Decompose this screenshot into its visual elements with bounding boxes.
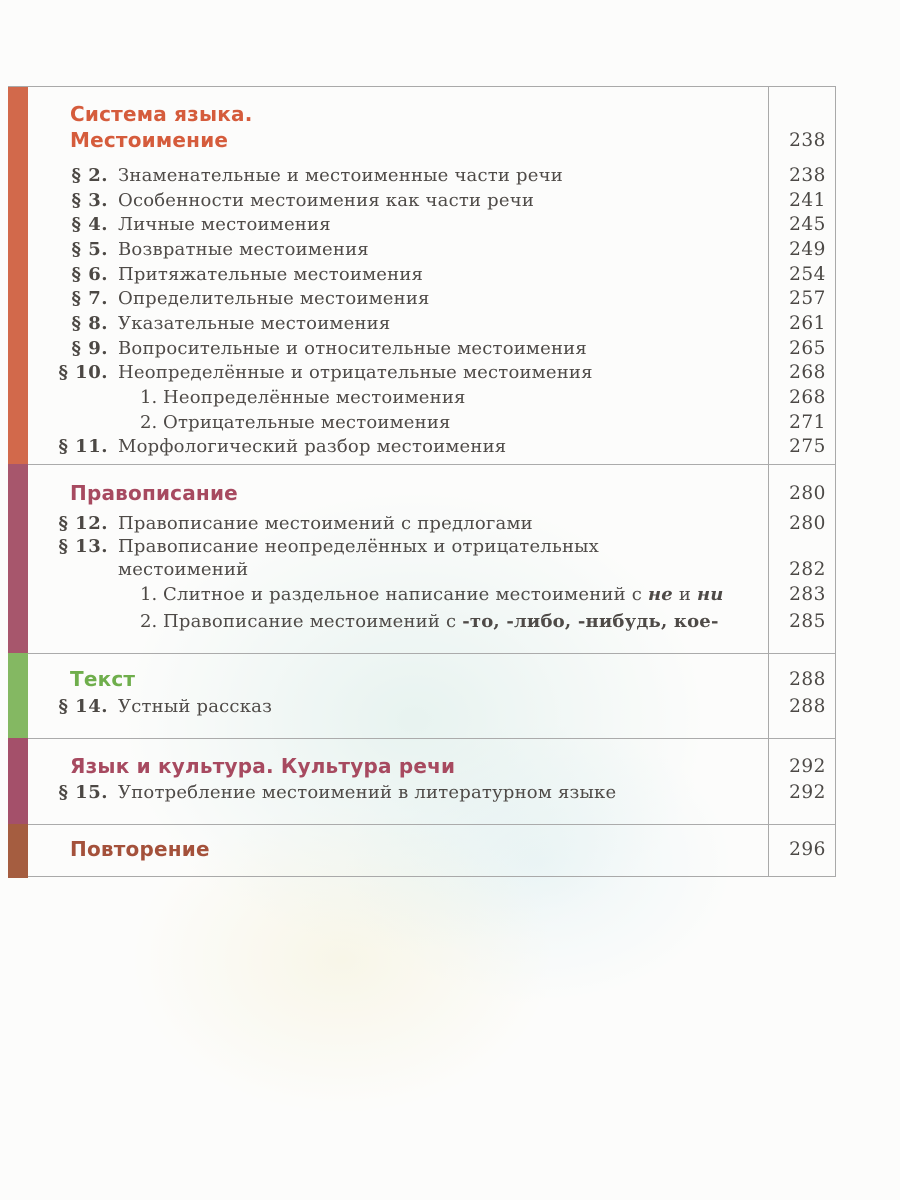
- page-number: 261: [789, 312, 826, 334]
- entry-title: Морфологический разбор местоимения: [118, 436, 507, 458]
- page-number: 288: [789, 668, 826, 690]
- page-number: 288: [789, 696, 826, 717]
- page-number: 282: [789, 559, 826, 580]
- paragraph-label: § 11.: [58, 436, 108, 458]
- toc-entry: [28, 694, 835, 719]
- page-number: 280: [789, 482, 826, 504]
- toc-section-povtorenie: [8, 824, 835, 878]
- paragraph-label: § 3.: [71, 189, 108, 211]
- section-heading-row: [28, 480, 835, 506]
- page-number: 271: [789, 411, 826, 433]
- section-heading-row: [28, 101, 835, 127]
- section-heading-row: [28, 753, 835, 779]
- toc-entry: [28, 435, 835, 460]
- entry-title: Отрицательные местоимения: [163, 411, 451, 433]
- section-heading-row: [28, 127, 835, 153]
- paragraph-label: § 4.: [71, 214, 108, 236]
- toc-entry: [28, 262, 835, 287]
- section-heading-row: [28, 836, 835, 862]
- entry-title: Определительные местоимения: [118, 288, 430, 310]
- table-of-contents: [8, 86, 836, 877]
- entry-title: Неопределённые местоимения: [163, 387, 466, 409]
- page-number: 292: [789, 782, 826, 803]
- toc-entry: [28, 780, 835, 805]
- toc-entry: [28, 535, 835, 558]
- paragraph-label: § 10.: [58, 362, 108, 384]
- section-heading: Правописание: [70, 481, 238, 505]
- page-number: 238: [789, 164, 826, 186]
- paragraph-label: § 5.: [71, 238, 108, 260]
- section-color-bar-brown: [8, 824, 28, 878]
- section-heading: Система языка.: [70, 102, 253, 126]
- section-color-bar-rose: [8, 464, 28, 653]
- section-color-bar-green: [8, 653, 28, 738]
- entry-title: Особенности местоимения как части речи: [118, 189, 535, 211]
- page-number: 280: [789, 513, 826, 534]
- page-number: 245: [789, 214, 826, 236]
- entry-title: Правописание неопределённых и отрицательных: [118, 536, 600, 557]
- section-heading: Язык и культура. Культура речи: [70, 754, 456, 778]
- section-heading: Повторение: [70, 837, 210, 861]
- paragraph-label: § 8.: [71, 312, 108, 334]
- toc-subentry: [28, 410, 835, 435]
- section-color-bar-orange: [8, 87, 28, 464]
- toc-section-tekst: [8, 653, 835, 738]
- entry-title: Употребление местоимений в литературном языке: [118, 782, 617, 803]
- entry-title: Правописание местоимений с предлогами: [118, 513, 533, 534]
- subentry-number: 1.: [140, 387, 158, 409]
- toc-entry: [28, 163, 835, 188]
- entry-title: Слитное и раздельное написание местоимений с не и ни: [163, 584, 724, 605]
- toc-section-sistema-yazyka: [8, 87, 835, 464]
- toc-entry: [28, 212, 835, 237]
- page-number: 257: [789, 288, 826, 310]
- page-number: 283: [789, 584, 826, 605]
- page-number: 241: [789, 189, 826, 211]
- section-color-bar-rose: [8, 738, 28, 824]
- section-heading-row: [28, 666, 835, 692]
- subentry-number: 2.: [140, 411, 158, 433]
- page-number: 292: [789, 755, 826, 777]
- entry-title: Устный рассказ: [118, 696, 273, 717]
- section-heading: Текст: [70, 667, 136, 691]
- page-number: 296: [789, 838, 826, 860]
- entry-title: Правописание местоимений с -то, -либо, -нибудь, кое-: [163, 611, 719, 632]
- page-number: 268: [789, 362, 826, 384]
- toc-entry: [28, 361, 835, 386]
- toc-entry: [28, 336, 835, 361]
- paragraph-label: § 9.: [71, 337, 108, 359]
- page-number: 275: [789, 436, 826, 458]
- toc-section-yazyk-i-kultura: [8, 738, 835, 824]
- toc-entry: [28, 188, 835, 213]
- paragraph-label: § 13.: [58, 536, 108, 557]
- subentry-number: 2.: [140, 611, 158, 632]
- entry-title: Неопределённые и отрицательные местоимения: [118, 362, 593, 384]
- toc-subentry: [28, 581, 835, 608]
- paragraph-label: § 7.: [71, 288, 108, 310]
- page-number: 265: [789, 337, 826, 359]
- toc-entry-continuation: [28, 558, 835, 581]
- toc-subentry: [28, 385, 835, 410]
- paragraph-label: § 6.: [71, 263, 108, 285]
- entry-title: Знаменательные и местоименные части речи: [118, 164, 563, 186]
- toc-section-pravopisanie: [8, 464, 835, 653]
- toc-entry: [28, 237, 835, 262]
- entry-title: Вопросительные и относительные местоимения: [118, 337, 587, 359]
- entry-title: Притяжательные местоимения: [118, 263, 424, 285]
- paragraph-label: § 14.: [58, 696, 108, 717]
- toc-entry: [28, 286, 835, 311]
- paragraph-label: § 12.: [58, 513, 108, 534]
- paragraph-label: § 15.: [58, 782, 108, 803]
- toc-entry: [28, 311, 835, 336]
- page-number: 268: [789, 387, 826, 409]
- subentry-number: 1.: [140, 584, 158, 605]
- page-number: 238: [789, 129, 826, 151]
- page-number: 285: [789, 611, 826, 632]
- page-number: 254: [789, 263, 826, 285]
- page-number-column-divider: [768, 87, 769, 876]
- entry-title: Возвратные местоимения: [118, 238, 369, 260]
- entry-title: Указательные местоимения: [118, 312, 391, 334]
- entry-title: местоимений: [118, 559, 249, 580]
- toc-entry: [28, 512, 835, 535]
- toc-subentry: [28, 608, 835, 635]
- page-number: 249: [789, 238, 826, 260]
- entry-title: Личные местоимения: [118, 214, 331, 236]
- section-heading: Местоимение: [70, 128, 229, 152]
- paragraph-label: § 2.: [71, 164, 108, 186]
